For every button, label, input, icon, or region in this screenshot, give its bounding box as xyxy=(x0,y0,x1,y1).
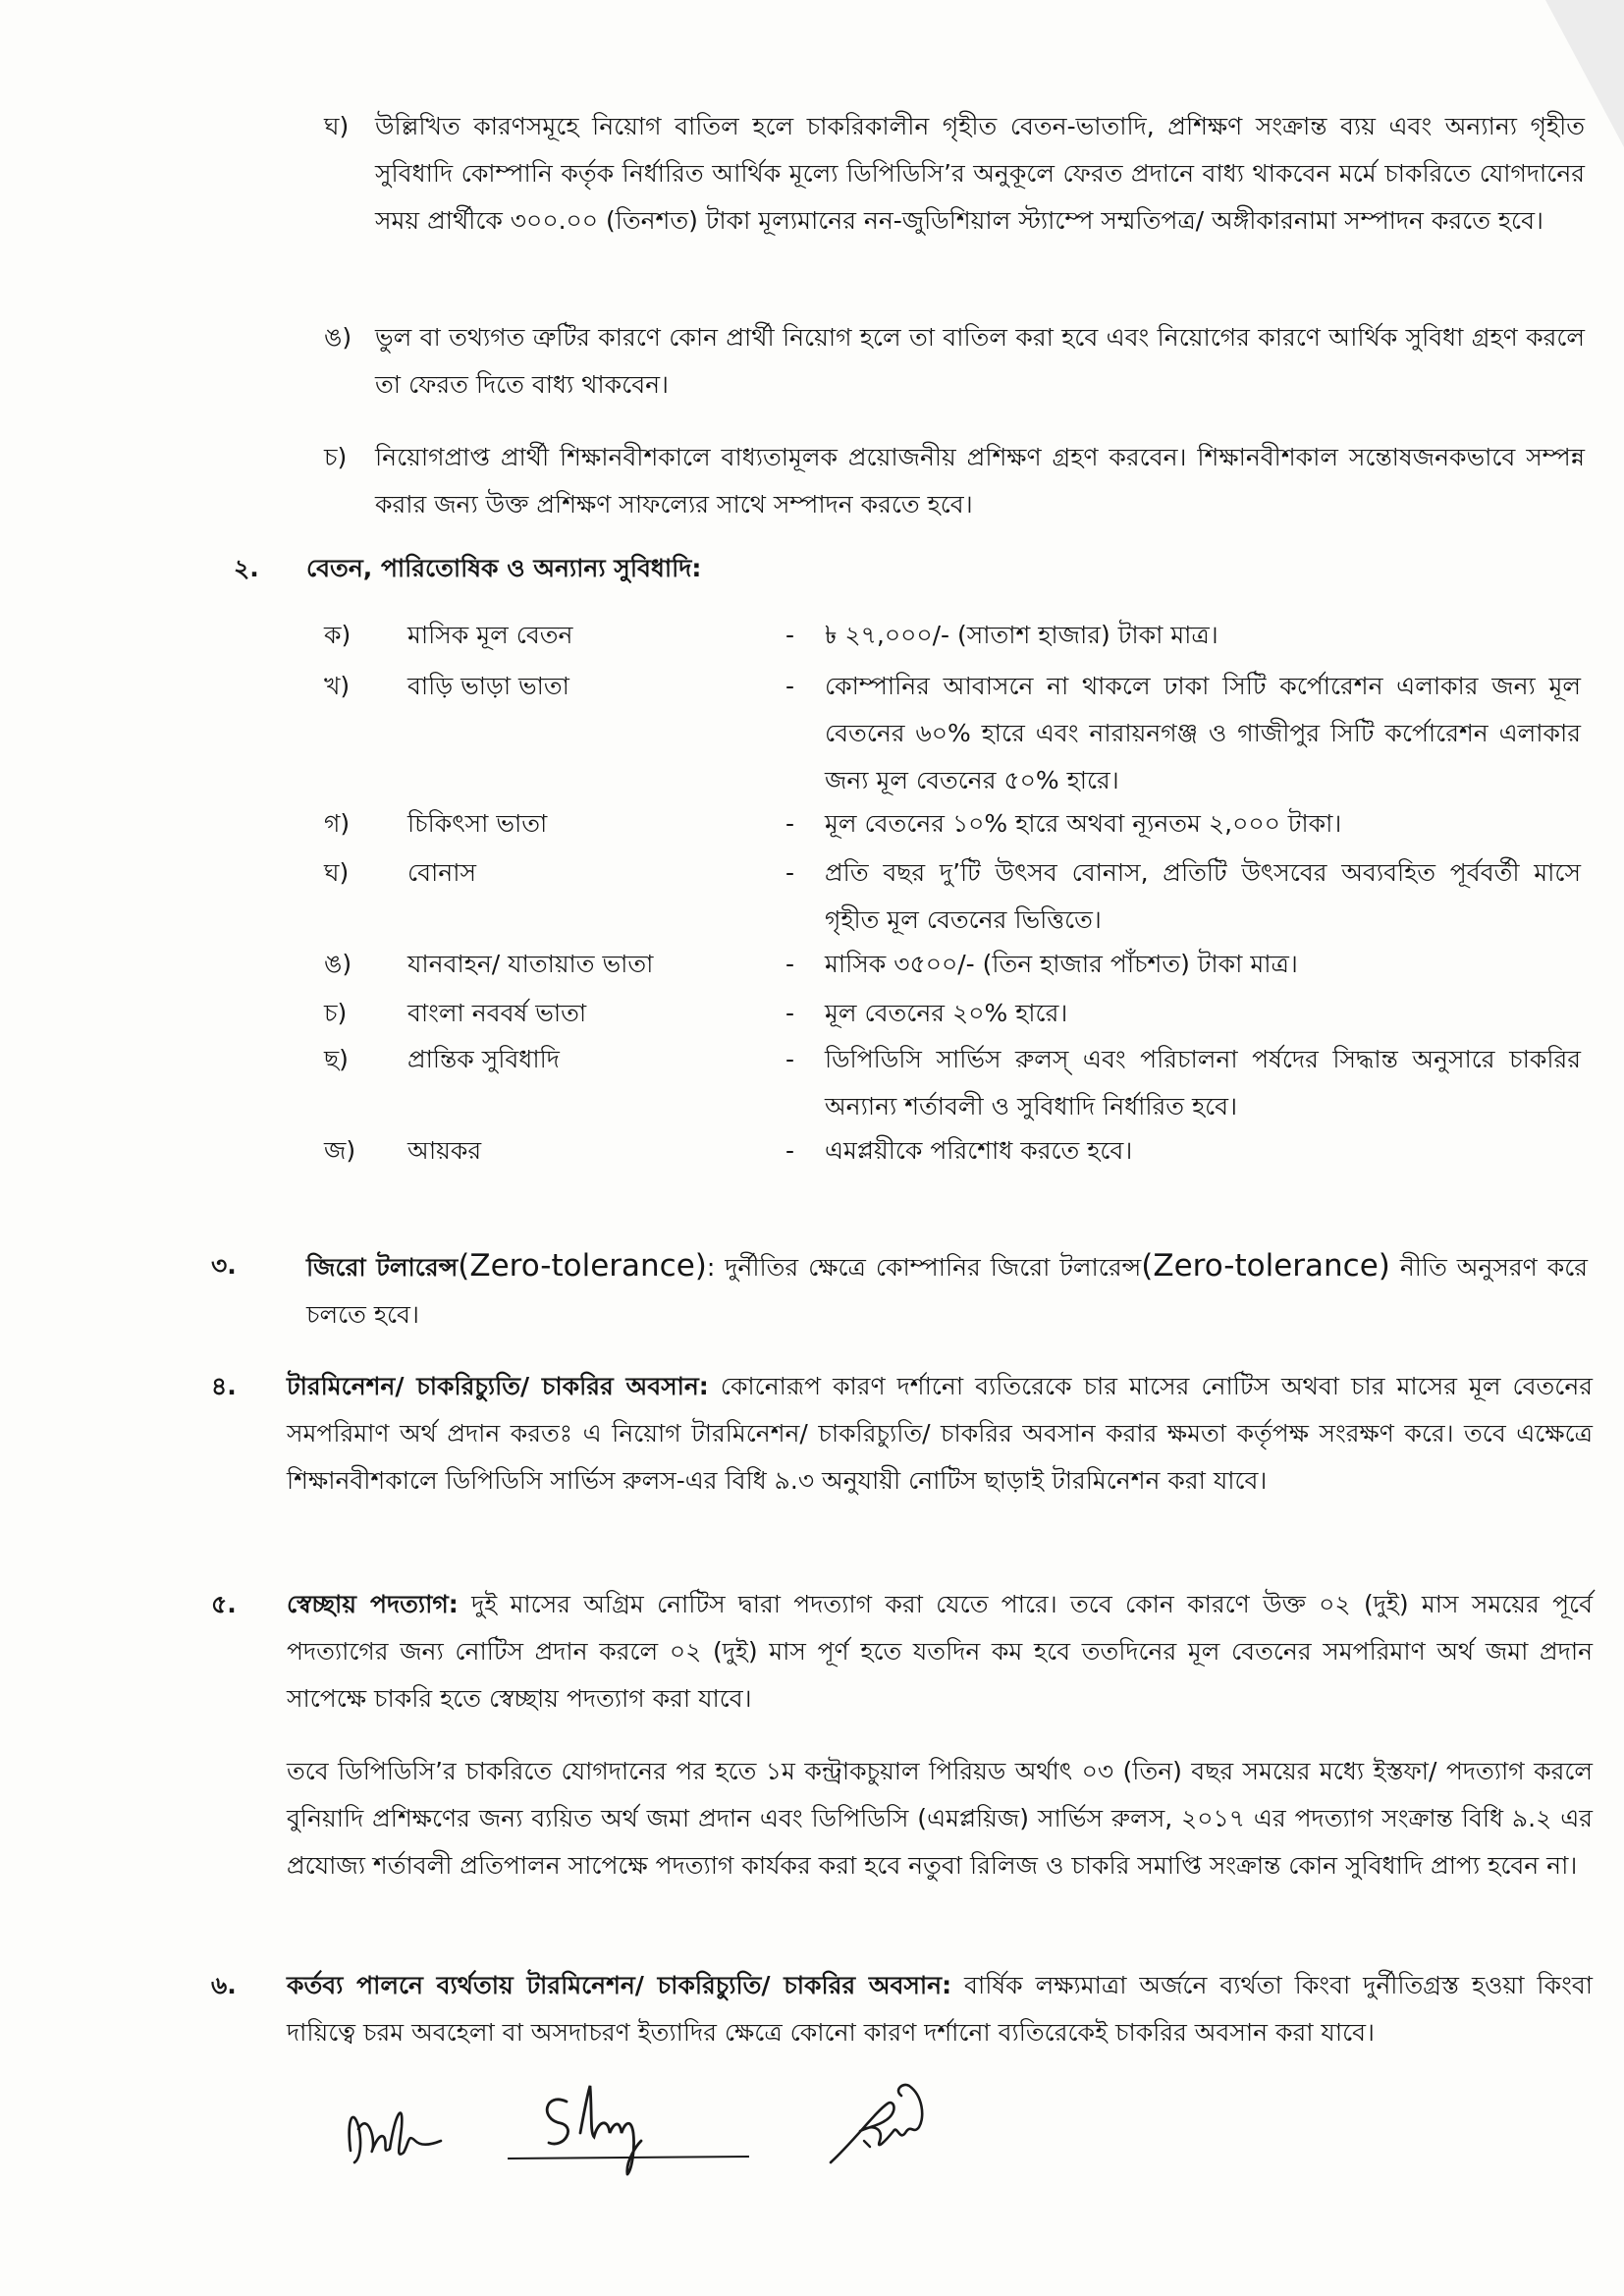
benefit-value: প্রতি বছর দু’টি উৎসব বোনাস, প্রতিটি উৎসবের অব্যবহিত পূর্ববর্তী মাসে গৃহীত মূল বেতনের ভিত্তিতে। xyxy=(825,858,1581,934)
section-4-text: কোনোরূপ কারণ দর্শানো ব্যতিরেকে চার মাসের নোটিস অথবা চার মাসের মূল বেতনের সমপরিমাণ অর্থ প্রদান করতঃ এ নিয়োগ টারমিনেশন/ চাকরিচ্যুতি/ চাকরির অবসান করার ক্ষমতা কর্তৃপক্ষ সংরক্ষণ করে। তবে এক্ষেত্রে শিক্ষানবীশকালে ডিপিডিসি সার্ভিস রুলস-এর বিধি ৯.৩ অনুযায়ী নোটিস ছাড়াই টারমিনেশন করা যাবে। xyxy=(287,1372,1593,1495)
benefit-key: ঘ) xyxy=(324,858,350,887)
benefit-key: চ) xyxy=(324,999,348,1027)
benefit-key: ক) xyxy=(324,621,352,649)
section-3-text-en: (Zero-tolerance) xyxy=(1141,1248,1390,1284)
benefit-value: কোম্পানির আবাসনে না থাকলে ঢাকা সিটি কর্পোরেশন এলাকার জন্য মূল বেতনের ৬০% হারে এবং নারায়নগঞ্জ ও গাজীপুর সিটি কর্পোরেশন এলাকার জন্য মূল বেতনের ৫০% হারে। xyxy=(825,672,1581,794)
section-3-paragraph xyxy=(306,1242,1588,1339)
section-6-number: ৬. xyxy=(211,1971,237,1999)
benefit-value: ডিপিডিসি সার্ভিস রুলস্ এবং পরিচালনা পর্ষদের সিদ্ধান্ত অনুসারে চাকরির অন্যান্য শর্তাবলী ও সুবিধাদি নির্ধারিত হবে। xyxy=(825,1045,1581,1121)
section-5-text: দুই মাসের অগ্রিম নোটিস দ্বারা পদত্যাগ করা যেতে পারে। তবে কোন কারণে উক্ত ০২ (দুই) মাস সময়ের পূর্বে পদত্যাগের জন্য নোটিস প্রদান করলে ০২ (দুই) মাস পূর্ণ হতে যতদিন কম হবে ততদিনের মূল বেতনের সমপরিমাণ অর্থ জমা প্রদান সাপেক্ষে চাকরি হতে স্বেচ্ছায় পদত্যাগ করা যাবে। xyxy=(287,1590,1593,1713)
clause-label-gha: ঘ) xyxy=(324,112,350,140)
benefit-key: খ) xyxy=(324,672,351,700)
benefit-dash: - xyxy=(785,672,795,700)
benefit-label: বাংলা নববর্ষ ভাতা xyxy=(407,999,587,1027)
clause-text-cha: নিয়োগপ্রাপ্ত প্রার্থী শিক্ষানবীশকালে বাধ্যতামূলক প্রয়োজনীয় প্রশিক্ষণ গ্রহণ করবেন। শিক্ষানবীশকাল সন্তোষজনকভাবে সম্পন্ন করার জন্য উক্ত প্রশিক্ষণ সাফল্যের সাথে সম্পাদন করতে হবে। xyxy=(375,443,1585,519)
section-5-paragraph-2: তবে ডিপিডিসি’র চাকরিতে যোগদানের পর হতে ১ম কন্ট্রাকচুয়াল পিরিয়ড অর্থাৎ ০৩ (তিন) বছর সময়ের মধ্যে ইস্তফা/ পদত্যাগ করলে বুনিয়াদি প্রশিক্ষণের জন্য ব্যয়িত অর্থ জমা প্রদান এবং ডিপিডিসি (এমপ্লয়িজ) সার্ভিস রুলস, ২০১৭ এর পদত্যাগ সংক্রান্ত বিধি ৯.২ এর প্রযোজ্য শর্তাবলী প্রতিপালন সাপেক্ষে পদত্যাগ কার্যকর করা হবে নতুবা রিলিজ ও চাকরি সমাপ্তি সংক্রান্ত কোন সুবিধাদি প্রাপ্য হবেন না। xyxy=(287,1757,1593,1880)
clause-text-nga: ভুল বা তথ্যগত ত্রুটির কারণে কোন প্রার্থী নিয়োগ হলে তা বাতিল করা হবে এবং নিয়োগের কারণে আর্থিক সুবিধা গ্রহণ করলে তা ফেরত দিতে বাধ্য থাকবেন। xyxy=(375,323,1585,399)
section-4-number: ৪. xyxy=(211,1372,237,1400)
section-4-heading: টারমিনেশন/ চাকরিচ্যুতি/ চাকরির অবসান: xyxy=(287,1372,709,1400)
section-3-heading: জিরো টলারেন্স xyxy=(306,1253,459,1282)
benefit-dash: - xyxy=(785,621,795,649)
section-3-colon: : xyxy=(706,1253,716,1282)
section-6-paragraph xyxy=(287,1962,1593,2056)
section-5-paragraph xyxy=(287,1581,1593,1722)
benefit-dash: - xyxy=(785,950,795,978)
benefit-dash: - xyxy=(785,999,795,1027)
signature-2-icon xyxy=(506,2072,751,2180)
section-3-text-b: নীতি অনুসরণ করে চলতে হবে। xyxy=(306,1253,1588,1329)
section-2-heading: বেতন, পারিতোষিক ও অন্যান্য সুবিধাদি: xyxy=(306,554,702,582)
section-6-heading: কর্তব্য পালনে ব্যর্থতায় টারমিনেশন/ চাকরিচ্যুতি/ চাকরির অবসান: xyxy=(287,1971,952,1999)
benefit-value: মূল বেতনের ২০% হারে। xyxy=(825,999,1068,1027)
benefit-label: মাসিক মূল বেতন xyxy=(407,621,573,649)
section-3-number: ৩. xyxy=(211,1251,237,1280)
section-5-number: ৫. xyxy=(211,1590,237,1618)
benefit-value: ৳ ২৭,০০০/- (সাতাশ হাজার) টাকা মাত্র। xyxy=(825,621,1218,649)
benefit-label: প্রান্তিক সুবিধাদি xyxy=(407,1045,560,1073)
benefit-label: আয়কর xyxy=(407,1136,482,1165)
benefit-value: এমপ্লয়ীকে পরিশোধ করতে হবে। xyxy=(825,1136,1133,1165)
benefit-dash: - xyxy=(785,858,795,887)
benefit-label: বাড়ি ভাড়া ভাতা xyxy=(407,672,569,700)
signature-1-icon xyxy=(339,2072,447,2180)
section-2-number: ২. xyxy=(234,554,259,582)
clause-text-gha: উল্লিখিত কারণসমূহে নিয়োগ বাতিল হলে চাকরিকালীন গৃহীত বেতন-ভাতাদি, প্রশিক্ষণ সংক্রান্ত ব্যয় এবং অন্যান্য গৃহীত সুবিধাদি কোম্পানি কর্তৃক নির্ধারিত আর্থিক মূল্যে ডিপিডিসি’র অনুকূলে ফেরত প্রদানে বাধ্য থাকবেন মর্মে চাকরিতে যোগদানের সময় প্রার্থীকে ৩০০.০০ (তিনশত) টাকা মূল্যমানের নন-জুডিশিয়াল স্ট্যাম্পে সম্মতিপত্র/ অঙ্গীকারনামা সম্পাদন করতে হবে। xyxy=(375,112,1585,235)
clause-label-nga: ঙ) xyxy=(324,323,352,352)
benefit-dash: - xyxy=(785,809,795,838)
benefit-label: বোনাস xyxy=(407,858,476,887)
section-5-heading: স্বেচ্ছায় পদত্যাগ: xyxy=(287,1590,459,1618)
clause-label-cha: চ) xyxy=(324,443,348,471)
benefit-label: যানবাহন/ যাতায়াত ভাতা xyxy=(407,950,654,978)
benefit-dash: - xyxy=(785,1136,795,1165)
signature-3-icon xyxy=(825,2072,943,2180)
benefit-label: চিকিৎসা ভাতা xyxy=(407,809,548,838)
section-3-heading-en: (Zero-tolerance) xyxy=(458,1248,707,1284)
benefit-key: ঙ) xyxy=(324,950,352,978)
section-3-text-a: দুর্নীতির ক্ষেত্রে কোম্পানির জিরো টলারেন্স xyxy=(715,1253,1142,1282)
benefit-key: গ) xyxy=(324,809,351,838)
benefit-value: মূল বেতনের ১০% হারে অথবা ন্যূনতম ২,০০০ টাকা। xyxy=(825,809,1342,838)
benefit-value: মাসিক ৩৫০০/- (তিন হাজার পাঁচশত) টাকা মাত্র। xyxy=(825,950,1298,978)
section-4-paragraph xyxy=(287,1363,1593,1504)
benefit-dash: - xyxy=(785,1045,795,1073)
benefit-key: ছ) xyxy=(324,1045,349,1073)
benefit-key: জ) xyxy=(324,1136,356,1165)
section-6-text: বার্ষিক লক্ষ্যমাত্রা অর্জনে ব্যর্থতা কিংবা দুর্নীতিগ্রস্ত হওয়া কিংবা দায়িত্বে চরম অবহেলা বা অসদাচরণ ইত্যাদির ক্ষেত্রে কোনো কারণ দর্শানো ব্যতিরেকেই চাকরির অবসান করা যাবে। xyxy=(287,1971,1593,2047)
